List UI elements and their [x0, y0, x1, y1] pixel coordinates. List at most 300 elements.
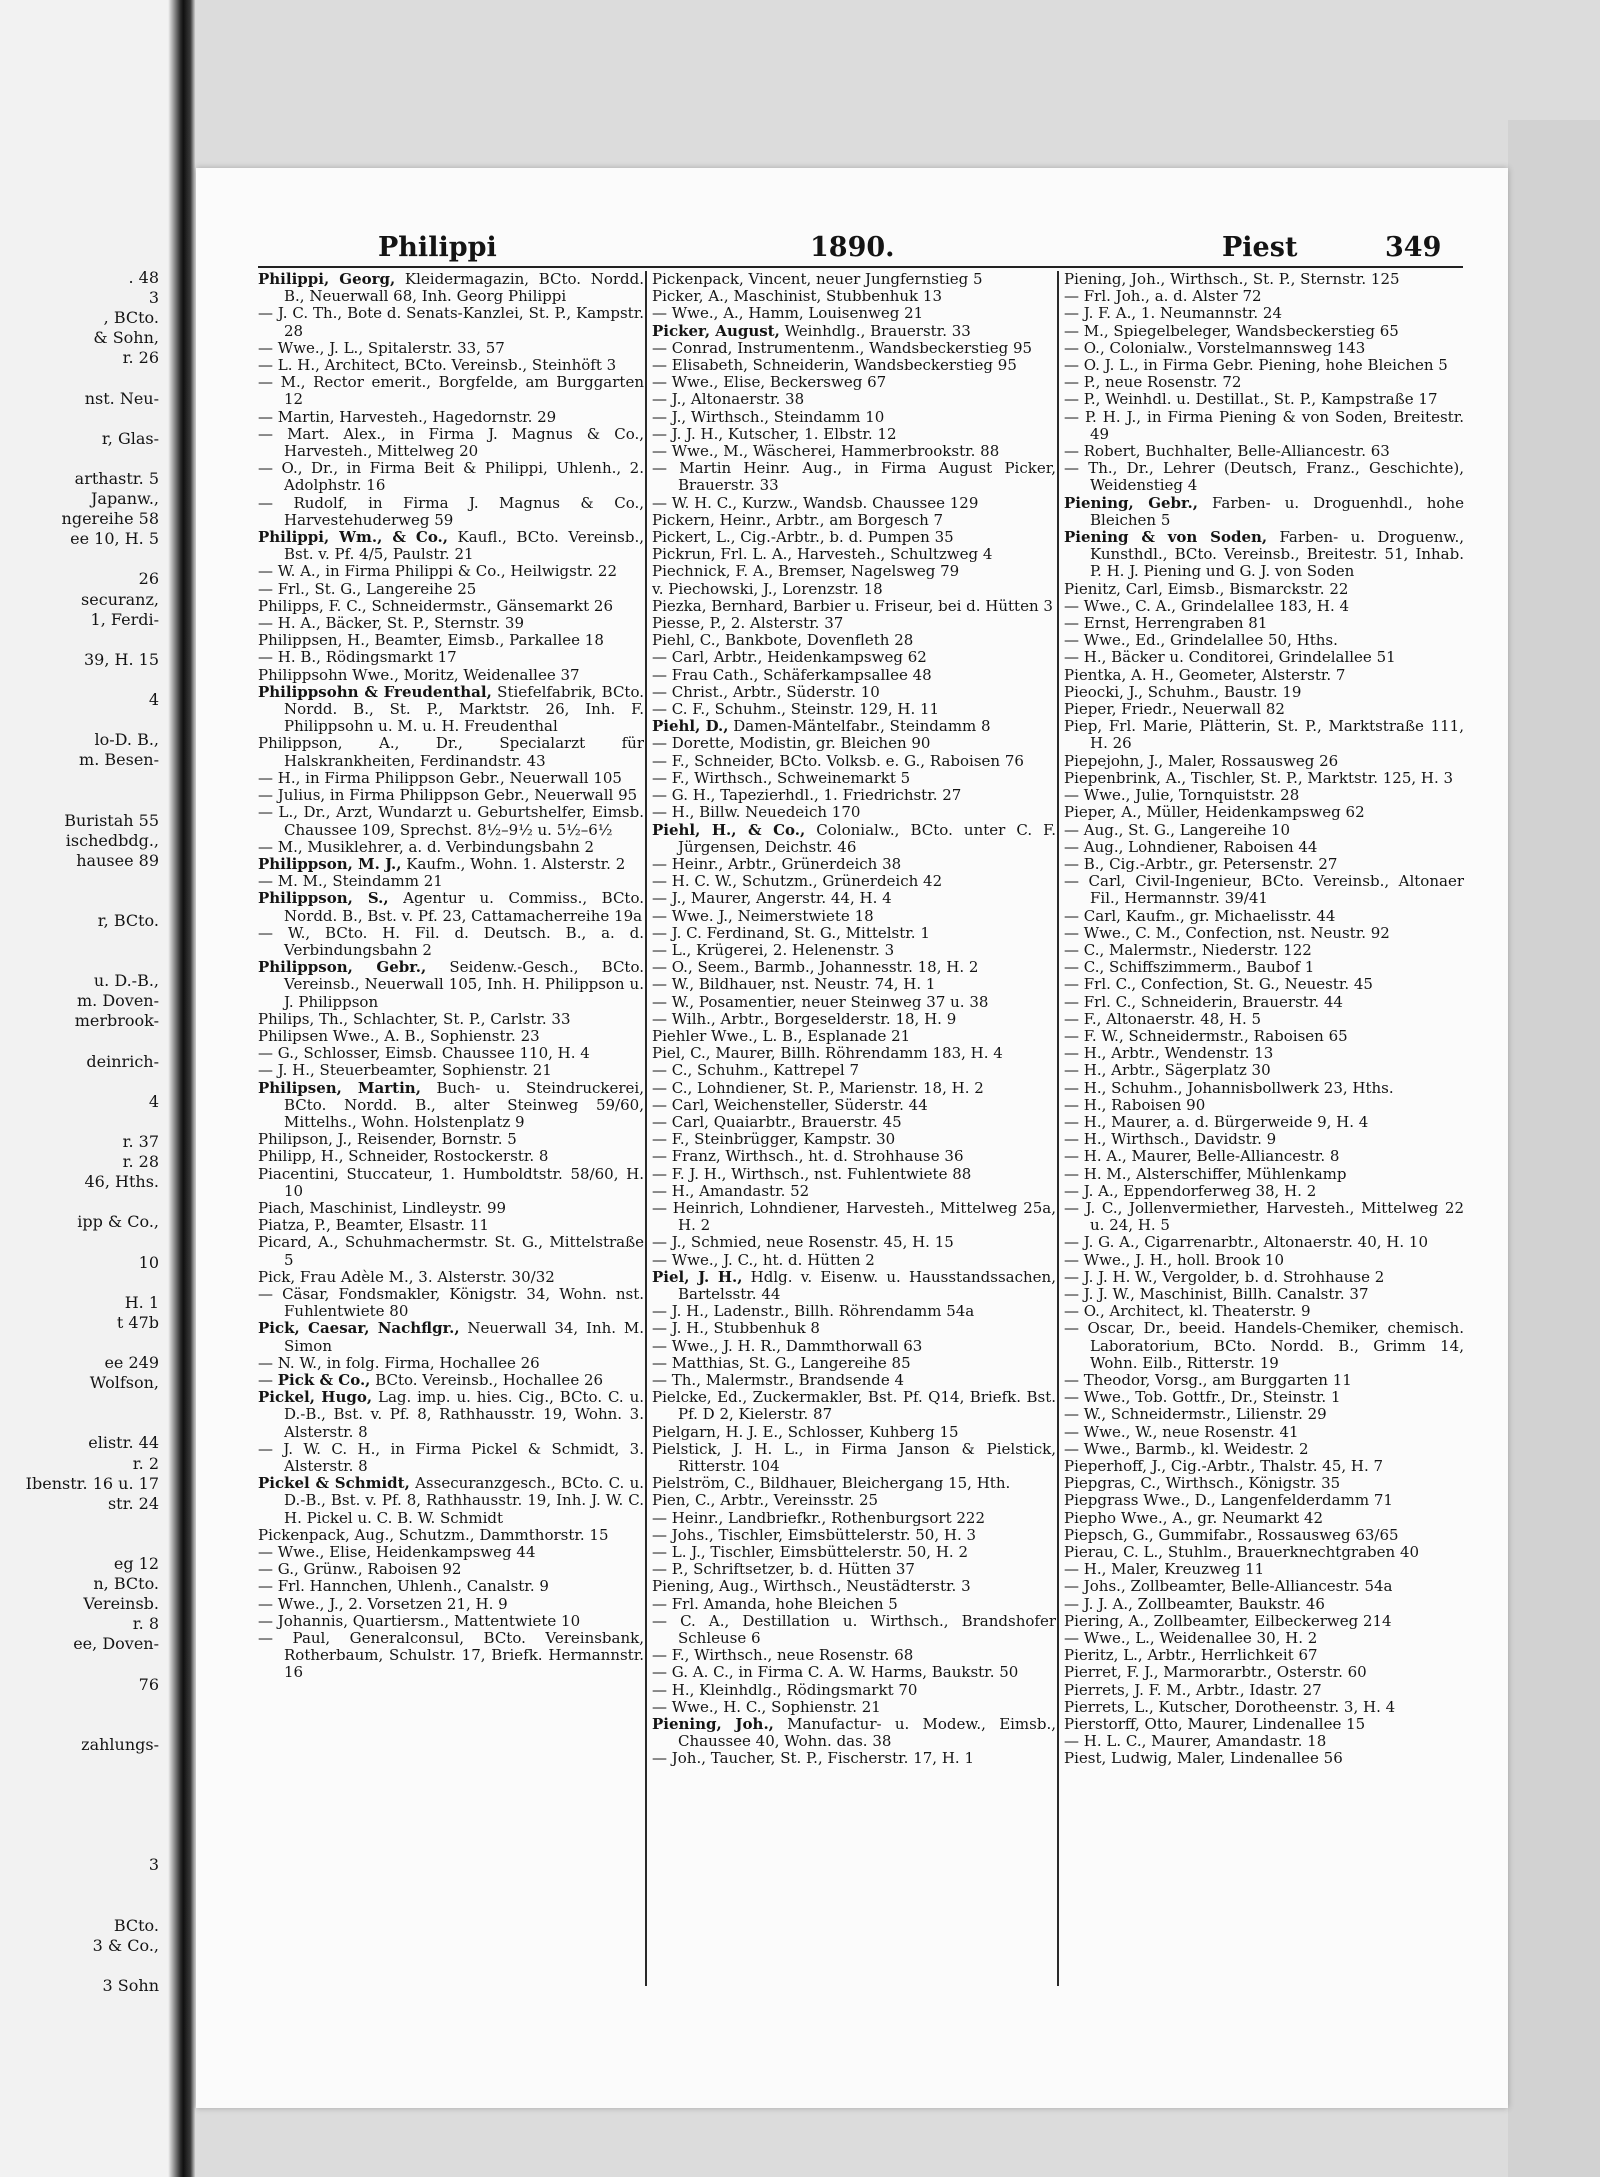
- directory-entry: — Wwe., L., Weidenallee 30, H. 2: [1064, 1629, 1318, 1648]
- facing-page-fragments: [0, 268, 165, 2048]
- directory-entry: Philipsen Wwe., A. B., Sophienstr. 23: [258, 1026, 540, 1045]
- directory-entry: Pieritz, L., Arbtr., Herrlichkeit 67: [1064, 1646, 1318, 1665]
- directory-entry: — Wwe., C. M., Confection, nst. Neustr. 92: [1064, 923, 1390, 942]
- directory-entry: Piening & von Soden, Farben- u. Droguenw., Kunsthdl., BCto. Vereinsb., Breitestr. 51, Inhab. P. H. J. Piening und G. J. von Soden: [1064, 528, 1464, 581]
- directory-entry: — O., Dr., in Firma Beit & Philippi, Uhlenh., 2. Adolphstr. 16: [258, 459, 644, 495]
- directory-entry: — Matthias, St. G., Langereihe 85: [652, 1353, 911, 1372]
- facing-page-line: lo-D. B.,: [94, 730, 159, 750]
- directory-entry: — Johs., Zollbeamter, Belle-Alliancestr. 54a: [1064, 1577, 1393, 1596]
- directory-entry: — W., BCto. H. Fil. d. Deutsch. B., a. d. Verbindungsbahn 2: [258, 923, 644, 959]
- directory-entry: Pickel, Hugo, Lag. imp. u. hies. Cig., BCto. C. u. D.-B., Bst. v. Pf. 8, Rathhausstr. 19, Wohn. 3. Alsterstr. 8: [258, 1388, 644, 1441]
- directory-entry: — Christ., Arbtr., Süderstr. 10: [652, 682, 880, 701]
- directory-entry: — Aug., St. G., Langereihe 10: [1064, 820, 1291, 839]
- directory-entry: Piacentini, Stuccateur, 1. Humboldtstr. 58/60, H. 10: [258, 1164, 644, 1200]
- directory-entry: — J. C. Th., Bote d. Senats-Kanzlei, St. P., Kampstr. 28: [258, 304, 644, 340]
- directory-entry: — J. J. H., Kutscher, 1. Elbstr. 12: [652, 424, 897, 443]
- facing-page-line: n, BCto.: [93, 1574, 159, 1594]
- directory-entry: Philipsen, Martin, Buch- u. Steindruckerei, BCto. Nordd. B., alter Steinweg 59/60, Mittelhs., Wohn. Holstenplatz 9: [258, 1078, 644, 1131]
- directory-entry: Piering, A., Zollbeamter, Eilbeckerweg 214: [1064, 1611, 1392, 1630]
- directory-entry: — Wwe., Julie, Tornquiststr. 28: [1064, 786, 1300, 805]
- facing-page-line: [0, 670, 165, 690]
- column-rule: [645, 271, 647, 1986]
- directory-entry: Pieper, A., Müller, Heidenkampsweg 62: [1064, 803, 1365, 822]
- year-heading: 1890.: [810, 232, 895, 263]
- facing-page-line: 26: [138, 569, 159, 589]
- directory-entry: Pielgarn, H. J. E., Schlosser, Kuhberg 15: [652, 1422, 959, 1441]
- directory-entry: — H. A., Bäcker, St. P., Sternstr. 39: [258, 614, 524, 633]
- facing-page-line: [0, 1413, 165, 1433]
- directory-entry: Piechnick, F. A., Bremser, Nagelsweg 79: [652, 562, 960, 581]
- directory-entry: — L. J., Tischler, Eimsbüttelerstr. 50, H. 2: [652, 1543, 968, 1562]
- facing-page-line: r, BCto.: [97, 911, 159, 930]
- directory-entry: Picard, A., Schuhmachermstr. St. G., Mittelstraße 5: [258, 1233, 644, 1269]
- directory-entry: — O., Seem., Barmb., Johannesstr. 18, H. 2: [652, 958, 979, 977]
- facing-page-line: [0, 1755, 165, 1775]
- directory-entry: — Robert, Buchhalter, Belle-Alliancestr. 63: [1064, 442, 1390, 461]
- facing-page-line: [0, 1514, 165, 1534]
- directory-entry: Piehl, H., & Co., Colonialw., BCto. unter C. F. Jürgensen, Deichstr. 46: [652, 820, 1056, 856]
- directory-entry: Pick, Caesar, Nachflgr., Neuerwall 34, Inh. M. Simon: [258, 1319, 644, 1355]
- book-gutter: [168, 0, 196, 2177]
- directory-entry: — Wwe., J. H., holl. Brook 10: [1064, 1250, 1284, 1269]
- facing-page-line: H. 1: [124, 1292, 159, 1312]
- running-head-left: Philippi: [378, 232, 497, 263]
- directory-entry: — Th., Dr., Lehrer (Deutsch, Franz., Geschichte), Weidenstieg 4: [1064, 459, 1464, 495]
- facing-page-line: [0, 871, 165, 891]
- facing-page-line: securanz,: [81, 589, 159, 609]
- facing-page-line: 46, Hths.: [84, 1172, 159, 1192]
- facing-page-line: [0, 790, 165, 810]
- directory-entry: — C., Lohndiener, St. P., Marienstr. 18, H. 2: [652, 1078, 984, 1097]
- directory-entry: Pienitz, Carl, Eimsb., Bismarckstr. 22: [1064, 579, 1349, 598]
- directory-entry: — P., neue Rosenstr. 72: [1064, 373, 1242, 392]
- directory-entry: Pierrets, L., Kutscher, Dorotheenstr. 3, H. 4: [1064, 1697, 1396, 1716]
- facing-page-line: [0, 1654, 165, 1674]
- facing-page-line: [0, 951, 165, 971]
- facing-page-line: r. 8: [132, 1614, 159, 1634]
- facing-page-line: [0, 1835, 165, 1855]
- directory-entry: — Carl, Quaiarbtr., Brauerstr. 45: [652, 1112, 902, 1131]
- directory-entry: — W., Schneidermstr., Lilienstr. 29: [1064, 1405, 1327, 1424]
- directory-entry: — Franz, Wirthsch., ht. d. Strohhause 36: [652, 1147, 964, 1166]
- directory-entry: Piep, Frl. Marie, Plätterin, St. P., Marktstraße 111, H. 26: [1064, 717, 1464, 753]
- directory-entry: — J. H., Ladenstr., Billh. Röhrendamm 54a: [652, 1302, 975, 1321]
- directory-entry: — C., Malermstr., Niederstr. 122: [1064, 940, 1312, 959]
- directory-entry: Pickern, Heinr., Arbtr., am Borgesch 7: [652, 510, 944, 529]
- directory-entry: — O. J. L., in Firma Gebr. Piening, hohe Bleichen 5: [1064, 356, 1448, 375]
- directory-entry: Piel, C., Maurer, Billh. Röhrendamm 183, H. 4: [652, 1044, 1003, 1063]
- directory-entry: — Carl, Civil-Ingenieur, BCto. Vereinsb., Altonaer Fil., Hermannstr. 39/41: [1064, 872, 1464, 908]
- facing-page-line: Buristah 55: [64, 810, 159, 830]
- facing-page-line: [0, 1815, 165, 1835]
- directory-entry: — H., Amandastr. 52: [652, 1181, 810, 1200]
- facing-page-line: BCto.: [113, 1915, 159, 1935]
- directory-entry: — F., Wirthsch., neue Rosenstr. 68: [652, 1646, 914, 1665]
- facing-page-line: str. 24: [107, 1493, 159, 1513]
- directory-entry: — Wwe., J., 2. Vorsetzen 21, H. 9: [258, 1594, 508, 1613]
- directory-entry: — H. M., Alsterschiffer, Mühlenkamp: [1064, 1164, 1347, 1183]
- facing-page-line: arthastr. 5: [74, 468, 159, 488]
- directory-entry: — J. H., Stubbenhuk 8: [652, 1319, 820, 1338]
- facing-page-line: r. 2: [132, 1453, 159, 1473]
- directory-entry: Piel, J. H., Hdlg. v. Eisenw. u. Hausstandssachen, Bartelsstr. 44: [652, 1267, 1056, 1303]
- facing-page-line: m. Doven-: [76, 991, 159, 1011]
- directory-entry: — J. J. H. W., Vergolder, b. d. Strohhause 2: [1064, 1267, 1385, 1286]
- directory-entry: — Wwe., Tob. Gottfr., Dr., Steinstr. 1: [1064, 1388, 1341, 1407]
- directory-entry: Piepsch, G., Gummifabr., Rossausweg 63/65: [1064, 1525, 1399, 1544]
- directory-entry: Pieocki, J., Schuhm., Baustr. 19: [1064, 682, 1302, 701]
- facing-page-line: r, Glas-: [101, 428, 159, 448]
- directory-entry: — J. W. C. H., in Firma Pickel & Schmidt, 3. Alsterstr. 8: [258, 1439, 644, 1476]
- directory-entry: — Wwe., W., neue Rosenstr. 41: [1064, 1422, 1299, 1441]
- directory-entry: — H., Schuhm., Johannisbollwerk 23, Hths.: [1064, 1078, 1394, 1097]
- directory-entry: — Wwe., A., Hamm, Louisenweg 21: [652, 304, 924, 323]
- directory-entry: — Th., Malermstr., Brandsende 4: [652, 1371, 905, 1389]
- directory-entry: Pielstick, J. H. L., in Firma Janson & Pielstick, Ritterstr. 104: [652, 1439, 1056, 1476]
- directory-entry: — Martin, Harvesteh., Hagedornstr. 29: [258, 407, 557, 426]
- facing-page-line: 76: [138, 1674, 159, 1694]
- facing-page-line: [0, 1393, 165, 1413]
- directory-entry: — O., Colonialw., Vorstelmannsweg 143: [1064, 338, 1366, 357]
- directory-entry: — F., Wirthsch., Schweinemarkt 5: [652, 768, 911, 787]
- facing-page-line: [0, 1072, 165, 1092]
- directory-entry: Pierrets, J. F. M., Arbtr., Idastr. 27: [1064, 1680, 1322, 1699]
- directory-entry: — H., in Firma Philippson Gebr., Neuerwall 105: [258, 768, 622, 787]
- facing-page-line: [0, 368, 165, 388]
- facing-page-line: eg 12: [113, 1554, 159, 1573]
- directory-entry: — J. G. A., Cigarrenarbtr., Altonaerstr. 40, H. 10: [1064, 1233, 1428, 1252]
- directory-entry: — Wwe., C. A., Grindelallee 183, H. 4: [1064, 596, 1350, 615]
- directory-entry: Piepgrass Wwe., D., Langenfelderdamm 71: [1064, 1491, 1393, 1510]
- facing-page-line: [0, 630, 165, 650]
- directory-entry: — C. F., Schuhm., Steinstr. 129, H. 11: [652, 700, 940, 719]
- directory-entry: — P., Schriftsetzer, b. d. Hütten 37: [652, 1560, 915, 1579]
- facing-page-line: u. D.-B.,: [93, 971, 159, 991]
- directory-entry: — Pick & Co., BCto. Vereinsb., Hochallee 26: [258, 1371, 604, 1389]
- page-number: 349: [1385, 232, 1442, 263]
- directory-entry: — H., Maler, Kreuzweg 11: [1064, 1560, 1265, 1579]
- facing-page-line: [0, 1273, 165, 1293]
- directory-entry: — Johannis, Quartiersm., Mattentwiete 10: [258, 1611, 581, 1630]
- directory-entry: — Wwe., Elise, Heidenkampsweg 44: [258, 1543, 536, 1562]
- facing-page-line: [0, 1032, 165, 1052]
- directory-entry: Philippsohn & Freudenthal, Stiefelfabrik, BCto. Nordd. B., St. P., Marktstr. 26, Inh. F. Philippsohn u. M. u. H. Freudenthal: [258, 682, 644, 736]
- directory-entry: — G., Schlosser, Eimsb. Chaussee 110, H. 4: [258, 1044, 590, 1063]
- directory-entry: — H., Wirthsch., Davidstr. 9: [1064, 1130, 1277, 1149]
- facing-page-line: t 47b: [116, 1312, 159, 1332]
- directory-entry: Pick, Frau Adèle M., 3. Alsterstr. 30/32: [258, 1267, 555, 1286]
- directory-entry: — Wilh., Arbtr., Borgeselderstr. 18, H. 9: [652, 1009, 957, 1028]
- facing-page-line: [0, 1996, 165, 2016]
- facing-page-line: [0, 409, 165, 429]
- directory-entry: — Carl, Arbtr., Heidenkampsweg 62: [652, 648, 927, 667]
- facing-page-line: 4: [148, 1091, 159, 1111]
- directory-entry: — L., Dr., Arzt, Wundarzt u. Geburtshelfer, Eimsb. Chaussee 109, Sprechst. 8½–9½ u. 5½–6½: [258, 803, 644, 839]
- directory-entry: Pierret, F. J., Marmorarbtr., Osterstr. 60: [1064, 1663, 1367, 1682]
- directory-entry: Pierau, C. L., Stuhlm., Brauerknechtgraben 40: [1064, 1543, 1420, 1562]
- facing-page-line: 3 & Co.,: [92, 1935, 159, 1955]
- directory-entry: — M., Spiegelbeleger, Wandsbeckerstieg 65: [1064, 321, 1399, 340]
- directory-entry: Piehl, C., Bankbote, Dovenfleth 28: [652, 631, 914, 650]
- directory-entry: — Heinrich, Lohndiener, Harvesteh., Mittelweg 25a, H. 2: [652, 1198, 1056, 1235]
- directory-entry: — H., Kleinhdlg., Rödingsmarkt 70: [652, 1680, 918, 1699]
- directory-entry: — J. C. Ferdinand, St. G., Mittelstr. 1: [652, 923, 930, 942]
- facing-page-line: , BCto.: [103, 308, 159, 328]
- facing-page-line: r. 26: [122, 348, 159, 368]
- directory-entry: Pientka, A. H., Geometer, Alsterstr. 7: [1064, 665, 1346, 684]
- directory-entry: Philippsen, H., Beamter, Eimsb., Parkallee 18: [258, 631, 604, 650]
- facing-page-line: [0, 1534, 165, 1554]
- directory-entry: Piepejohn, J., Maler, Rossausweg 26: [1064, 751, 1339, 770]
- directory-entry: — Carl, Weichensteller, Süderstr. 44: [652, 1095, 928, 1114]
- facing-page-line: [0, 1956, 165, 1976]
- directory-entry: — H., Arbtr., Wendenstr. 13: [1064, 1044, 1274, 1063]
- directory-entry: Picker, A., Maschinist, Stubbenhuk 13: [652, 287, 943, 306]
- directory-entry: Pieper, Friedr., Neuerwall 82: [1064, 700, 1285, 719]
- directory-entry: — Frau Cath., Schäferkampsallee 48: [652, 665, 932, 684]
- directory-entry: — F., Steinbrügger, Kampstr. 30: [652, 1130, 896, 1149]
- facing-page-line: ee 249: [104, 1353, 159, 1373]
- directory-entry: — Julius, in Firma Philippson Gebr., Neuerwall 95: [258, 786, 638, 805]
- facing-page-line: 10: [138, 1252, 159, 1272]
- directory-entry: — Heinr., Arbtr., Grünerdeich 38: [652, 854, 902, 873]
- directory-entry: Piesse, P., 2. Alsterstr. 37: [652, 614, 844, 633]
- directory-entry: — H. B., Rödingsmarkt 17: [258, 648, 457, 667]
- directory-entry: — Theodor, Vorsg., am Burggarten 11: [1064, 1371, 1352, 1389]
- directory-entry: Pickel & Schmidt, Assecuranzgesch., BCto. C. u. D.-B., Bst. v. Pf. 8, Rathhausstr. 19, Inh. J. W. C. H. Pickel u. C. B. W. Schmidt: [258, 1474, 644, 1527]
- column-3: [1064, 271, 1464, 1768]
- directory-entry: Pien, C., Arbtr., Vereinsstr. 25: [652, 1491, 879, 1510]
- directory-entry: — W., Bildhauer, nst. Neustr. 74, H. 1: [652, 975, 936, 994]
- facing-page-line: Japanw.,: [90, 489, 159, 509]
- directory-entry: Piening, Joh., Wirthsch., St. P., Sternstr. 125: [1064, 271, 1400, 288]
- directory-entry: — Frl. C., Confection, St. G., Neuestr. 45: [1064, 975, 1373, 994]
- facing-page-line: 39, H. 15: [83, 649, 159, 669]
- facing-page-line: . 48: [128, 268, 159, 287]
- facing-page-line: ischedbdg.,: [65, 830, 159, 850]
- directory-entry: Piezka, Bernhard, Barbier u. Friseur, bei d. Hütten 3: [652, 596, 1053, 615]
- directory-entry: — Frl. Joh., a. d. Alster 72: [1064, 287, 1262, 306]
- facing-page-line: 3: [148, 1855, 159, 1875]
- facing-page-line: merbrook-: [74, 1011, 159, 1031]
- facing-page-line: elistr. 44: [88, 1433, 159, 1453]
- directory-entry: — H., Arbtr., Sägerplatz 30: [1064, 1061, 1271, 1080]
- facing-page-line: hausee 89: [76, 850, 159, 870]
- directory-entry: — F. W., Schneidermstr., Raboisen 65: [1064, 1026, 1348, 1045]
- directory-entry: — Conrad, Instrumentenm., Wandsbeckerstieg 95: [652, 338, 1033, 357]
- directory-entry: — Wwe., J. L., Spitalerstr. 33, 57: [258, 338, 505, 357]
- directory-entry: — H. A., Maurer, Belle-Alliancestr. 8: [1064, 1147, 1340, 1166]
- facing-page-line: [0, 549, 165, 569]
- directory-entry: — J. J. A., Zollbeamter, Baukstr. 46: [1064, 1594, 1325, 1613]
- directory-entry: Piening, Joh., Manufactur- u. Modew., Eimsb., Chaussee 40, Wohn. das. 38: [652, 1715, 1056, 1751]
- directory-entry: Pieperhoff, J., Cig.-Arbtr., Thalstr. 45, H. 7: [1064, 1457, 1384, 1476]
- directory-entry: Pickenpack, Vincent, neuer Jungfernstieg 5: [652, 271, 983, 288]
- facing-page-line: ngereihe 58: [61, 509, 159, 529]
- directory-entry: Philips, Th., Schlachter, St. P., Carlstr. 33: [258, 1009, 571, 1028]
- directory-entry: Philipp, H., Schneider, Rostockerstr. 8: [258, 1147, 549, 1166]
- directory-entry: — P. H. J., in Firma Piening & von Soden, Breitestr. 49: [1064, 407, 1464, 443]
- directory-entry: — J. J. W., Maschinist, Billh. Canalstr. 37: [1064, 1284, 1369, 1303]
- directory-entry: — G. H., Tapezierhdl., 1. Friedrichstr. 27: [652, 786, 962, 805]
- directory-entry: — M. M., Steindamm 21: [258, 872, 443, 891]
- column-1: [258, 271, 644, 1682]
- facing-page-line: ee 10, H. 5: [70, 529, 159, 549]
- directory-entry: Piehl, D., Damen-Mäntelfabr., Steindamm 8: [652, 717, 991, 736]
- directory-entry: — H. L. C., Maurer, Amandastr. 18: [1064, 1732, 1327, 1751]
- directory-entry: Philippi, Georg, Kleidermagazin, BCto. Nordd. B., Neuerwall 68, Inh. Georg Philippi: [258, 271, 644, 306]
- directory-entry: Piatza, P., Beamter, Elsastr. 11: [258, 1216, 489, 1235]
- directory-entry: — Wwe., J. C., ht. d. Hütten 2: [652, 1250, 875, 1269]
- directory-entry: — O., Architect, kl. Theaterstr. 9: [1064, 1302, 1311, 1321]
- directory-entry: — J. A., Eppendorferweg 38, H. 2: [1064, 1181, 1317, 1200]
- directory-entry: — Frl. C., Schneiderin, Brauerstr. 44: [1064, 992, 1343, 1011]
- facing-page-line: 1, Ferdi-: [90, 609, 159, 629]
- facing-page-line: [0, 710, 165, 730]
- directory-entry: — H., Bäcker u. Conditorei, Grindelallee 51: [1064, 648, 1396, 667]
- directory-entry: — Wwe. J., Neimerstwiete 18: [652, 906, 874, 925]
- directory-entry: — H., Raboisen 90: [1064, 1095, 1206, 1114]
- directory-entry: Piening, Aug., Wirthsch., Neustädterstr. 3: [652, 1577, 971, 1596]
- facing-page-line: zahlungs-: [81, 1734, 159, 1754]
- facing-page-line: m. Besen-: [79, 750, 159, 770]
- directory-entry: — Dorette, Modistin, gr. Bleichen 90: [652, 734, 931, 753]
- facing-page-line: [0, 1333, 165, 1353]
- page-edge-shadow: [1508, 120, 1600, 2177]
- directory-entry: — J. C., Jollenvermiether, Harvesteh., Mittelweg 22 u. 24, H. 5: [1064, 1198, 1464, 1235]
- facing-page-line: Vereinsb.: [83, 1594, 159, 1614]
- directory-entry: — Frl., St. G., Langereihe 25: [258, 579, 477, 598]
- directory-entry: — C., Schuhm., Kattrepel 7: [652, 1061, 860, 1080]
- directory-entry: — J., Wirthsch., Steindamm 10: [652, 407, 885, 426]
- directory-entry: Philippi, Wm., & Co., Kaufl., BCto. Vereinsb., Bst. v. Pf. 4/5, Paulstr. 21: [258, 528, 644, 564]
- directory-entry: Philippsohn Wwe., Moritz, Weidenallee 37: [258, 665, 580, 684]
- directory-entry: — H., Maurer, a. d. Bürgerweide 9, H. 4: [1064, 1112, 1369, 1131]
- facing-page-line: deinrich-: [86, 1051, 159, 1071]
- directory-entry: — J., Altonaerstr. 38: [652, 390, 805, 409]
- directory-entry: — Carl, Kaufm., gr. Michaelisstr. 44: [1064, 906, 1336, 925]
- directory-entry: — Ernst, Herrengraben 81: [1064, 614, 1268, 633]
- facing-page-line: Ibenstr. 16 u. 17: [25, 1473, 159, 1493]
- directory-entry: Pielström, C., Bildhauer, Bleichergang 15, Hth.: [652, 1474, 1011, 1493]
- directory-entry: — N. W., in folg. Firma, Hochallee 26: [258, 1353, 540, 1372]
- directory-entry: Pielcke, Ed., Zuckermakler, Bst. Pf. Q14, Briefk. Bst. Pf. D 2, Kielerstr. 87: [652, 1388, 1056, 1424]
- directory-entry: — F. J. H., Wirthsch., nst. Fuhlentwiete 88: [652, 1164, 972, 1183]
- directory-entry: — J., Maurer, Angerstr. 44, H. 4: [652, 889, 892, 908]
- directory-entry: — Mart. Alex., in Firma J. Magnus & Co., Harvesteh., Mittelweg 20: [258, 424, 644, 461]
- directory-entry: Pickenpack, Aug., Schutzm., Dammthorstr. 15: [258, 1525, 609, 1544]
- directory-entry: — H. C. W., Schutzm., Grünerdeich 42: [652, 872, 943, 891]
- directory-entry: — Rudolf, in Firma J. Magnus & Co., Harvestehuderweg 59: [258, 493, 644, 529]
- directory-entry: Pierstorff, Otto, Maurer, Lindenallee 15: [1064, 1715, 1366, 1734]
- directory-entry: — H., Billw. Neuedeich 170: [652, 803, 861, 822]
- directory-entry: Piest, Ludwig, Maler, Lindenallee 56: [1064, 1749, 1343, 1768]
- facing-page-line: [0, 1695, 165, 1715]
- facing-page-line: [0, 1876, 165, 1896]
- directory-entry: — M., Rector emerit., Borgfelde, am Burggarten 12: [258, 373, 644, 409]
- directory-entry: — Wwe., H. C., Sophienstr. 21: [652, 1697, 881, 1716]
- directory-entry: — J. F. A., 1. Neumannstr. 24: [1064, 304, 1282, 323]
- directory-entry: — Joh., Taucher, St. P., Fischerstr. 17, H. 1: [652, 1749, 974, 1768]
- directory-entry: — Johs., Tischler, Eimsbüttelerstr. 50, H. 3: [652, 1525, 977, 1544]
- directory-entry: — Elisabeth, Schneiderin, Wandsbeckerstieg 95: [652, 356, 1017, 375]
- directory-entry: Philippson, S., Agentur u. Commiss., BCto. Nordd. B., Bst. v. Pf. 23, Cattamacherreihe 19a: [258, 889, 644, 925]
- facing-page-line: r. 37: [122, 1132, 159, 1152]
- directory-entry: — Wwe., J. H. R., Dammthorwall 63: [652, 1336, 923, 1355]
- directory-entry: Piepenbrink, A., Tischler, St. P., Marktstr. 125, H. 3: [1064, 768, 1454, 787]
- directory-entry: — M., Musiklehrer, a. d. Verbindungsbahn 2: [258, 837, 595, 856]
- facing-page-line: & Sohn,: [93, 328, 159, 348]
- header-rule: [258, 266, 1463, 268]
- directory-entry: Philippson, Gebr., Seidenw.-Gesch., BCto. Vereinsb., Neuerwall 105, Inh. H. Philippson u. J. Philippson: [258, 958, 644, 1011]
- directory-entry: — Heinr., Landbriefkr., Rothenburgsort 222: [652, 1508, 986, 1527]
- directory-entry: — Paul, Generalconsul, BCto. Vereinsbank, Rotherbaum, Schulstr. 17, Briefk. Hermannstr. 16: [258, 1629, 644, 1682]
- directory-entry: v. Piechowski, J., Lorenzstr. 18: [652, 579, 883, 598]
- directory-entry: Piepho Wwe., A., gr. Neumarkt 42: [1064, 1508, 1324, 1527]
- directory-entry: — Wwe., Elise, Beckersweg 67: [652, 373, 887, 392]
- facing-page-line: [0, 1775, 165, 1795]
- column-rule: [1057, 271, 1059, 1986]
- directory-entry: — Oscar, Dr., beeid. Handels-Chemiker, chemisch. Laboratorium, BCto. Nordd. B., Grimm 14, Wohn. Eilb., Ritterstr. 19: [1064, 1319, 1464, 1372]
- directory-entry: — Frl. Hannchen, Uhlenh., Canalstr. 9: [258, 1577, 549, 1596]
- directory-entry: — J. H., Steuerbeamter, Sophienstr. 21: [258, 1061, 552, 1080]
- directory-entry: Philippson, M. J., Kaufm., Wohn. 1. Alsterstr. 2: [258, 854, 626, 873]
- directory-entry: — W. A., in Firma Philippi & Co., Heilwigstr. 22: [258, 562, 618, 581]
- directory-entry: — L., Krügerei, 2. Helenenstr. 3: [652, 940, 895, 959]
- facing-page-line: [0, 1233, 165, 1253]
- directory-entry: Pickert, L., Cig.-Arbtr., b. d. Pumpen 35: [652, 528, 954, 547]
- facing-page-line: [0, 1192, 165, 1212]
- directory-entry: — Frl. Amanda, hohe Bleichen 5: [652, 1594, 898, 1613]
- directory-entry: Piehler Wwe., L. B., Esplanade 21: [652, 1026, 911, 1045]
- directory-entry: — Wwe., M., Wäscherei, Hammerbrookstr. 88: [652, 442, 1000, 461]
- facing-page-line: nst. Neu-: [84, 388, 159, 408]
- facing-page-line: Wolfson,: [89, 1373, 159, 1393]
- directory-entry: — L. H., Architect, BCto. Vereinsb., Steinhöft 3: [258, 356, 617, 375]
- directory-entry: — W. H. C., Kurzw., Wandsb. Chaussee 129: [652, 493, 979, 512]
- facing-page-line: ipp & Co.,: [77, 1212, 159, 1232]
- facing-page-line: [0, 891, 165, 911]
- directory-entry: — Aug., Lohndiener, Raboisen 44: [1064, 837, 1318, 856]
- directory-entry: — G. A. C., in Firma C. A. W. Harms, Baukstr. 50: [652, 1663, 1019, 1682]
- directory-entry: — Wwe., Ed., Grindelallee 50, Hths.: [1064, 631, 1338, 650]
- facing-page-line: [0, 1795, 165, 1815]
- directory-entry: Piach, Maschinist, Lindleystr. 99: [258, 1198, 507, 1217]
- facing-page-line: [0, 1896, 165, 1916]
- directory-entry: Picker, August, Weinhdlg., Brauerstr. 33: [652, 321, 971, 340]
- facing-page-line: 3 Sohn: [102, 1975, 159, 1995]
- directory-entry: — Martin Heinr. Aug., in Firma August Picker, Brauerstr. 33: [652, 459, 1056, 495]
- facing-page-line: [0, 1715, 165, 1735]
- directory-entry: Philippson, A., Dr., Specialarzt für Halskrankheiten, Ferdinandstr. 43: [258, 734, 644, 770]
- directory-entry: — F., Schneider, BCto. Volksb. e. G., Raboisen 76: [652, 751, 1024, 770]
- directory-entry: Piepgras, C., Wirthsch., Königstr. 35: [1064, 1474, 1341, 1493]
- directory-entry: — B., Cig.-Arbtr., gr. Petersenstr. 27: [1064, 854, 1338, 873]
- facing-page-line: [0, 931, 165, 951]
- directory-entry: — W., Posamentier, neuer Steinweg 37 u. 38: [652, 992, 989, 1011]
- facing-page-line: 4: [148, 689, 159, 709]
- facing-page-line: ee, Doven-: [73, 1634, 159, 1654]
- directory-entry: — C. A., Destillation u. Wirthsch., Brandshofer Schleuse 6: [652, 1611, 1056, 1648]
- directory-entry: — P., Weinhdl. u. Destillat., St. P., Kampstraße 17: [1064, 390, 1438, 409]
- directory-entry: Piening, Gebr., Farben- u. Droguenhdl., hohe Bleichen 5: [1064, 493, 1464, 529]
- running-head-right: Piest: [1222, 232, 1298, 263]
- directory-entry: Pickrun, Frl. L. A., Harvesteh., Schultzweg 4: [652, 545, 993, 564]
- directory-entry: — C., Schiffszimmerm., Baubof 1: [1064, 958, 1315, 977]
- directory-entry: — G., Grünw., Raboisen 92: [258, 1560, 462, 1579]
- directory-entry: — Wwe., Barmb., kl. Weidestr. 2: [1064, 1439, 1309, 1458]
- column-2: [652, 271, 1056, 1768]
